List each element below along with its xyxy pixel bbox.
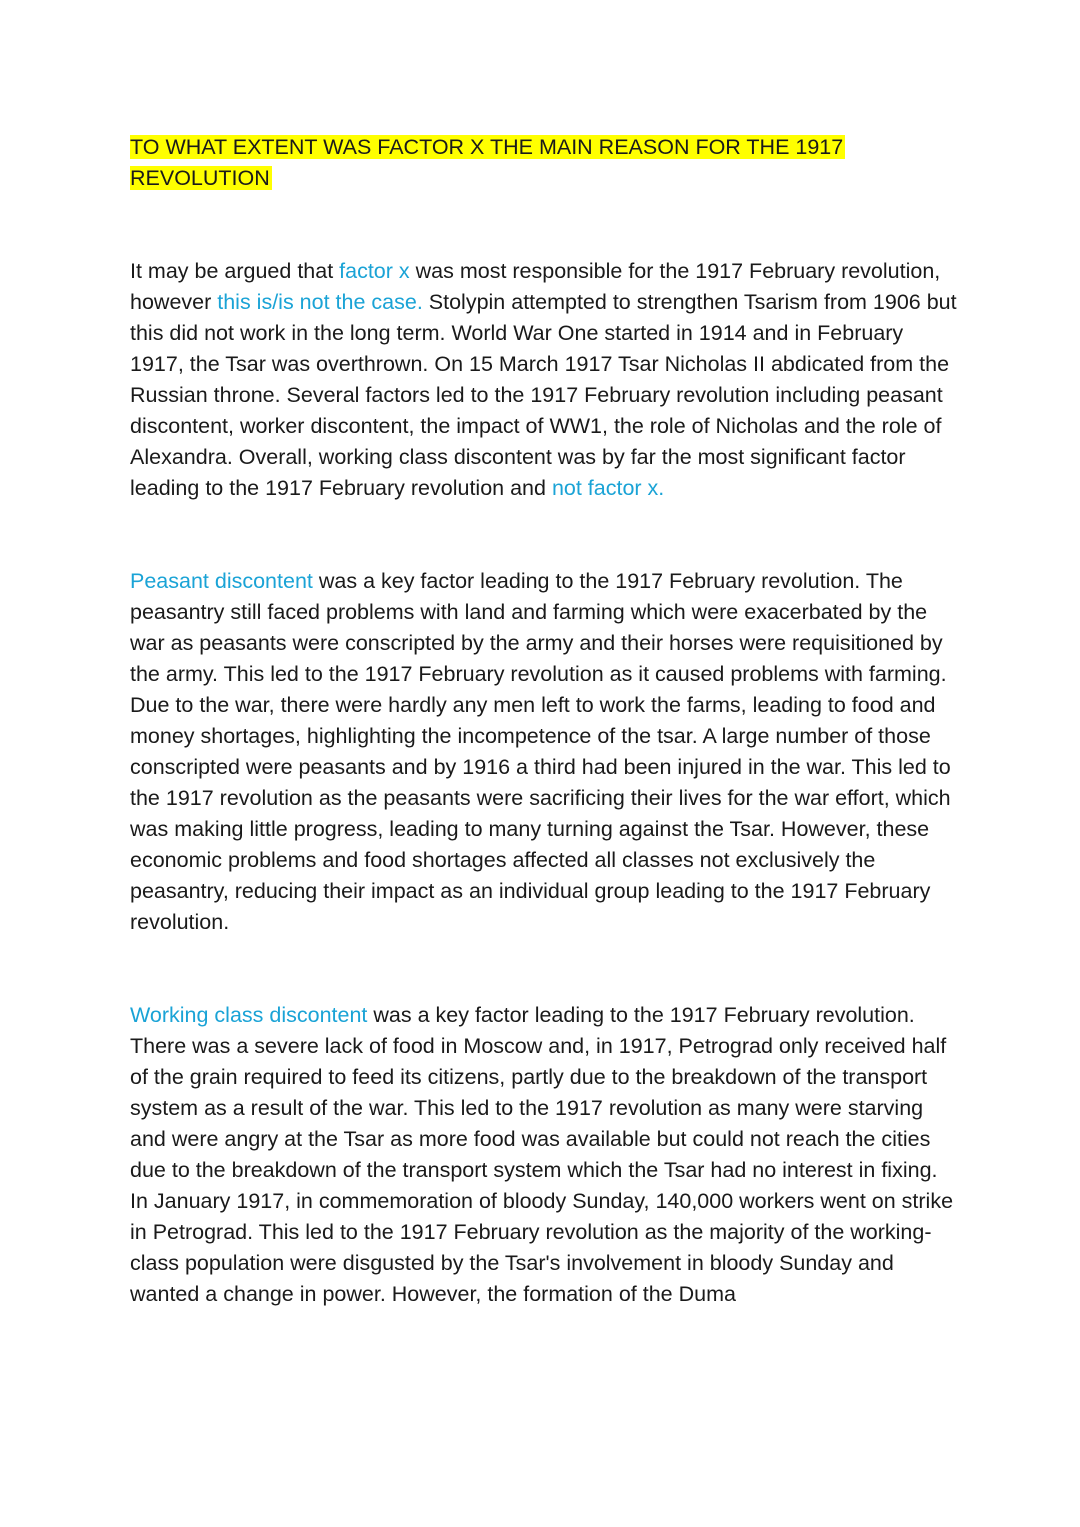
intro-accent-case: this is/is not the case. <box>217 290 423 314</box>
peasant-text: was a key factor leading to the 1917 February revolution. The peasantry still faced problems with land and farming which were exacerbated by the war as peasants were conscripted by the army and their horses were requisitioned by the army. This led to the 1917 February revolution as it caused problems with farming. Due to the war, there were hardly any men left to work the farms, leading to food and money shortages, highlighting the incompetence of the tsar. A large number of those conscripted were peasants and by 1916 a third had been injured in the war. This led to the 1917 revolution as the peasants were sacrificing their lives for the war effort, which was making little progress, leading to many turning against the Tsar. However, these economic problems and food shortages affected all classes not exclusively the peasantry, reducing their impact as an individual group leading to the 1917 February revolution. <box>130 569 951 934</box>
peasant-heading-phrase: Peasant discontent <box>130 569 313 593</box>
working-class-paragraph <box>130 1000 960 1310</box>
intro-accent-factor-x: factor x <box>339 259 410 283</box>
peasant-paragraph <box>130 566 960 938</box>
working-class-heading-phrase: Working class discontent <box>130 1003 368 1027</box>
intro-accent-not-factor-x: not factor x. <box>551 476 665 500</box>
working-class-text: was a key factor leading to the 1917 February revolution. There was a severe lack of food in Moscow and, in 1917, Petrograd only received half of the grain required to feed its citizens, partly due to the breakdown of the transport system as a result of the war. This led to the 1917 revolution as many were starving and were angry at the Tsar as more food was available but could not reach the cities due to the breakdown of the transport system which the Tsar had no interest in fixing. In January 1917, in commemoration of bloody Sunday, 140,000 workers went on strike in Petrograd. This led to the 1917 February revolution as the majority of the working-class population were disgusted by the Tsar's involvement in bloody Sunday and wanted a change in power. However, the formation of the Duma <box>130 1003 954 1306</box>
intro-paragraph <box>130 256 960 504</box>
essay-title <box>130 132 950 194</box>
intro-text-2: was most responsible for the 1917 February revolution, however <box>130 259 941 314</box>
title-line-1: TO WHAT EXTENT WAS FACTOR X THE MAIN REASON FOR THE 1917 <box>130 135 844 159</box>
intro-text-3: Stolypin attempted to strengthen Tsarism from 1906 but this did not work in the long term. World War One started in 1914 and in February 1917, the Tsar was overthrown. On 15 March 1917 Tsar Nicholas II abdicated from the Russian throne. Several factors led to the 1917 February revolution including peasant discontent, worker discontent, the impact of WW1, the role of Nicholas and the role of Alexandra. Overall, working class discontent was by far the most significant factor leading to the 1917 February revolution and <box>130 290 957 500</box>
intro-text-1: It may be argued that <box>130 259 340 283</box>
title-line-2: REVOLUTION <box>130 166 270 190</box>
